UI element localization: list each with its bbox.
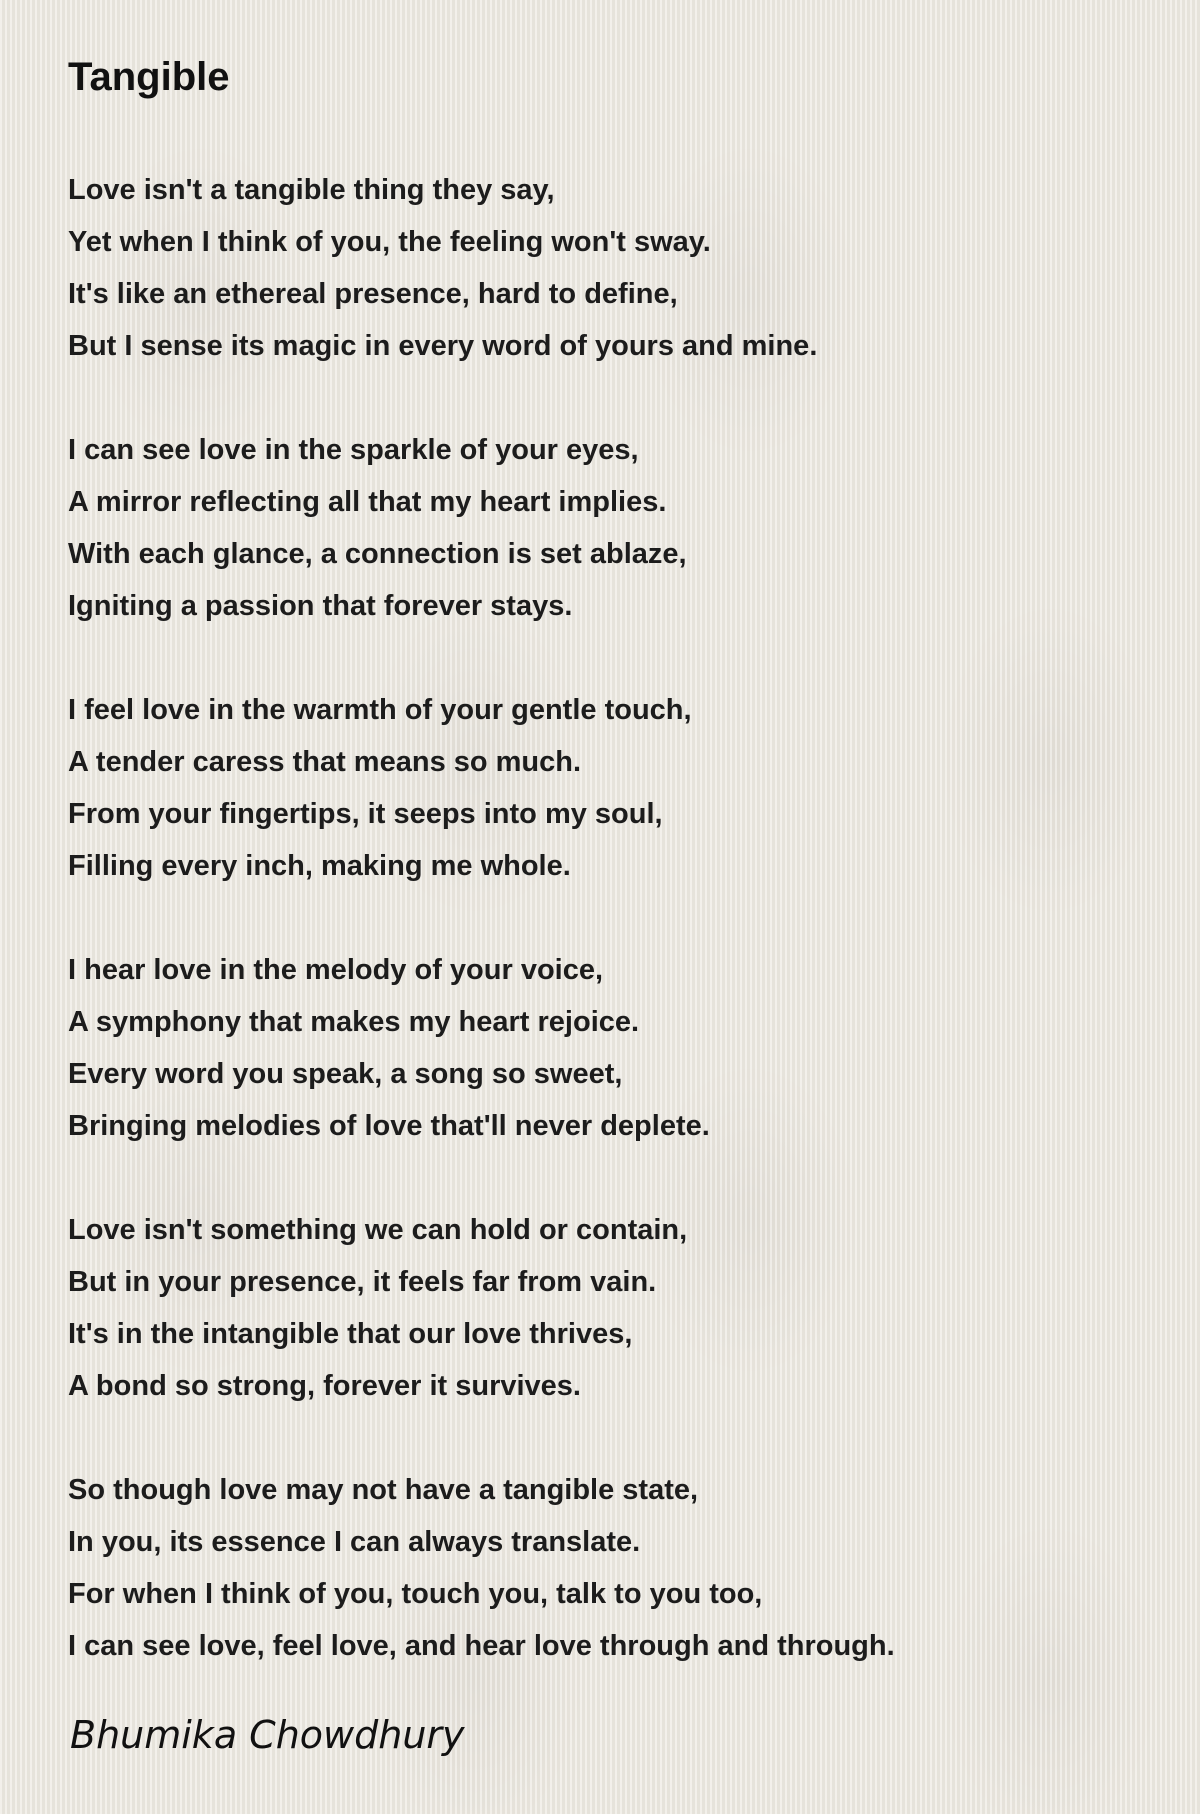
stanza-6 — [68, 1464, 1168, 1672]
poem-line: Igniting a passion that forever stays. — [68, 590, 573, 622]
poem-line: Every word you speak, a song so sweet, — [68, 1058, 623, 1090]
stanza-1 — [68, 164, 1168, 372]
poem-author: Bhumika Chowdhury — [70, 1713, 465, 1757]
poem-line: A symphony that makes my heart rejoice. — [68, 1006, 640, 1038]
poem-line: With each glance, a connection is set ablaze, — [68, 538, 687, 570]
poem-line: Yet when I think of you, the feeling won't sway. — [68, 226, 711, 258]
poem-line: In you, its essence I can always translate. — [68, 1526, 641, 1558]
poem-line: A bond so strong, forever it survives. — [68, 1370, 581, 1402]
stanza-2 — [68, 424, 1168, 632]
poem-line: From your fingertips, it seeps into my soul, — [68, 798, 663, 830]
stanza-3 — [68, 684, 1168, 892]
poem-line: I hear love in the melody of your voice, — [68, 954, 604, 986]
poem-line: Bringing melodies of love that'll never deplete. — [68, 1110, 710, 1142]
poem-line: Love isn't a tangible thing they say, — [68, 174, 555, 206]
poem-line: I can see love in the sparkle of your eyes, — [68, 434, 639, 466]
poem-line: A tender caress that means so much. — [68, 746, 582, 778]
poem-line: Love isn't something we can hold or contain, — [68, 1214, 688, 1246]
poem-line: I can see love, feel love, and hear love through and through. — [68, 1630, 895, 1662]
poem-line: A mirror reflecting all that my heart implies. — [68, 486, 667, 518]
poem-container — [68, 44, 1168, 1724]
poem-line: It's in the intangible that our love thrives, — [68, 1318, 633, 1350]
poem-line: Filling every inch, making me whole. — [68, 850, 571, 882]
poem-line: So though love may not have a tangible state, — [68, 1474, 699, 1506]
poem-line: It's like an ethereal presence, hard to define, — [68, 278, 678, 310]
stanza-4 — [68, 944, 1168, 1152]
poem-line: For when I think of you, touch you, talk to you too, — [68, 1578, 763, 1610]
poem-line: But in your presence, it feels far from vain. — [68, 1266, 657, 1298]
stanza-5 — [68, 1204, 1168, 1412]
poem-line: I feel love in the warmth of your gentle touch, — [68, 694, 692, 726]
poem-title: Tangible — [68, 55, 230, 99]
poem-line: But I sense its magic in every word of yours and mine. — [68, 330, 818, 362]
